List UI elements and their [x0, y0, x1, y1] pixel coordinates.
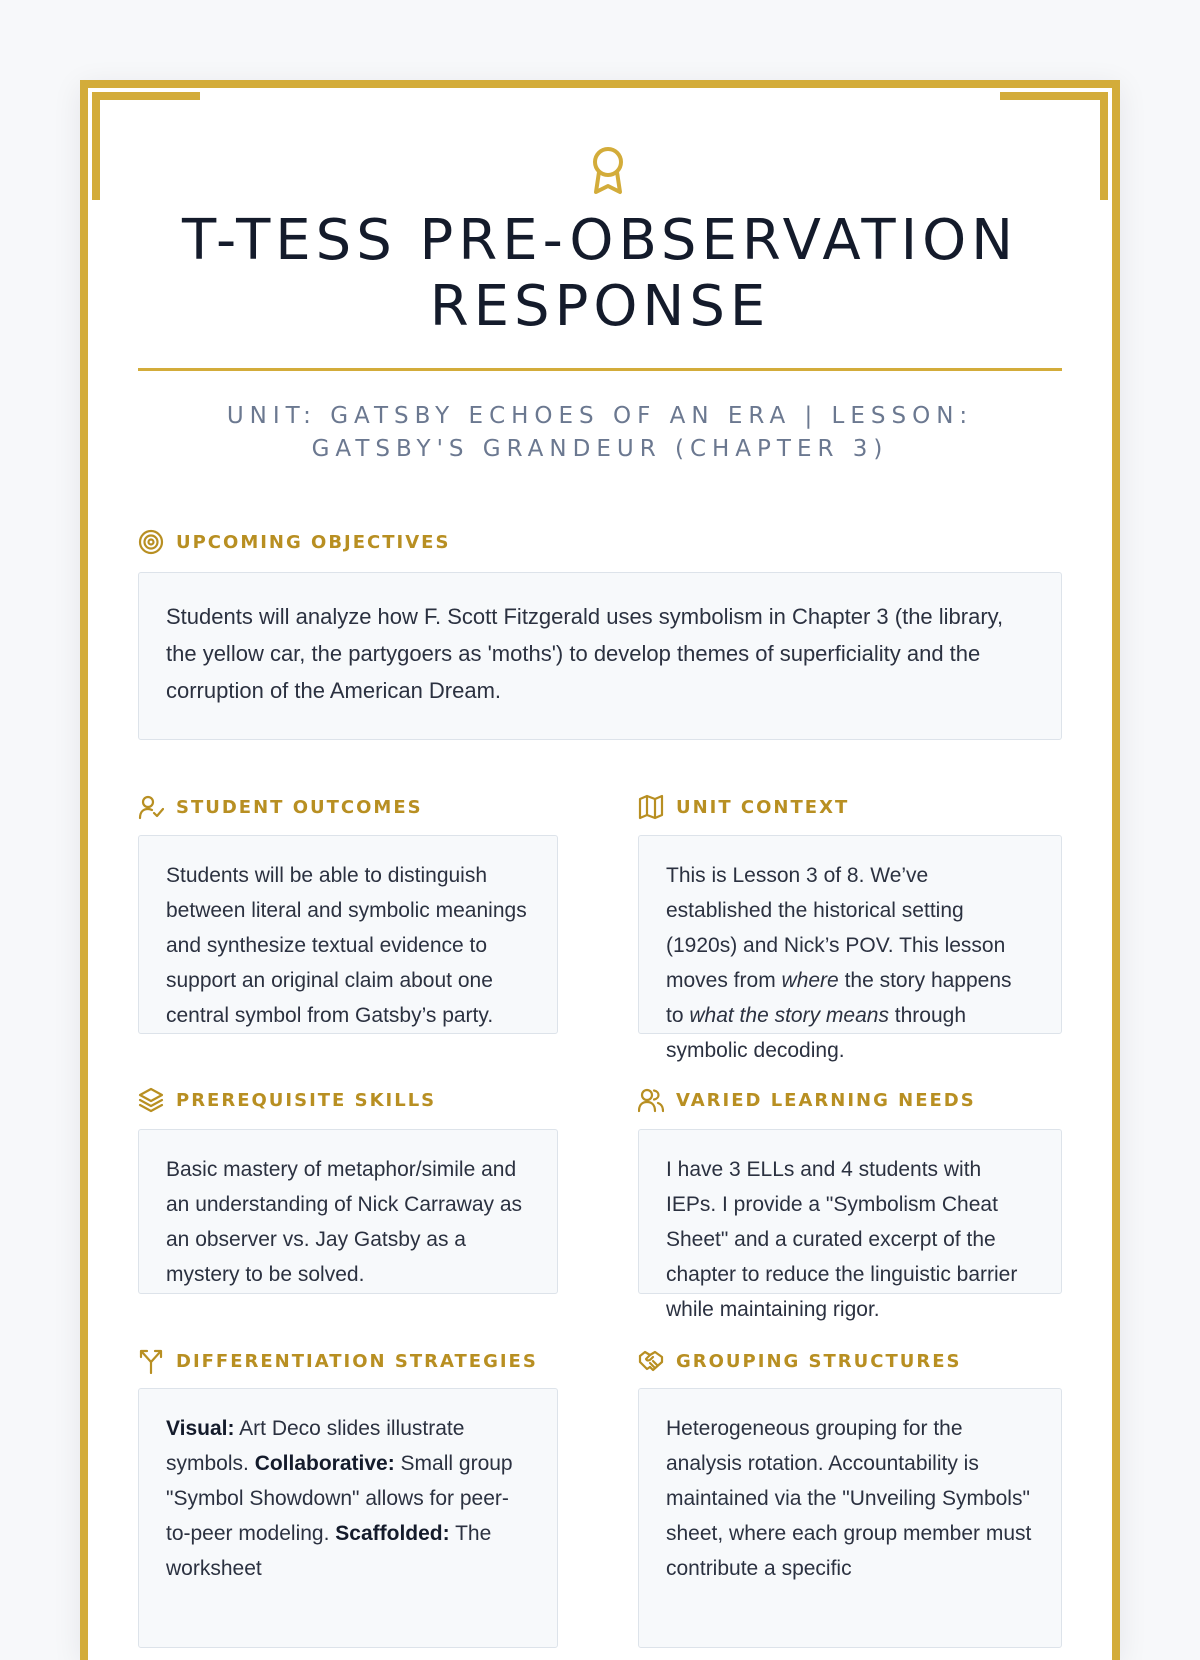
split-icon — [138, 1348, 164, 1374]
section-label-prerequisites: PREREQUISITE SKILLS — [176, 1089, 437, 1111]
observation-card — [80, 80, 1120, 1660]
outcomes-text: Students will be able to distinguish between literal and symbolic meanings and synthesize textual evidence to support an original claim about one central symbol from Gatsby’s party. — [166, 864, 527, 1027]
section-heading-learning-needs — [638, 1087, 976, 1113]
handshake-icon — [638, 1348, 664, 1374]
section-label-learning-needs: VARIED LEARNING NEEDS — [676, 1089, 976, 1111]
learning-needs-box — [638, 1129, 1062, 1321]
corner-ornament-left — [92, 92, 200, 200]
section-label-grouping: GROUPING STRUCTURES — [676, 1350, 962, 1372]
section-label-context: UNIT CONTEXT — [676, 796, 850, 818]
section-heading-context — [638, 794, 849, 820]
section-heading-prerequisites — [138, 1087, 436, 1113]
context-text-1: This is Lesson 3 of 8. We’ve established the historical setting (1920s) and Nick’s POV. This lesson moves from — [666, 864, 1006, 992]
section-heading-outcomes — [138, 794, 423, 820]
page-title: T-TESS PRE-OBSERVATION RESPONSE — [181, 208, 1019, 339]
context-box — [638, 835, 1062, 1062]
section-heading-differentiation — [138, 1348, 538, 1374]
context-text-3: through symbolic decoding. — [666, 1004, 967, 1062]
section-label-objectives: UPCOMING OBJECTIVES — [176, 531, 451, 553]
visual-strategy-label: Visual: — [166, 1417, 235, 1440]
prerequisites-text: Basic mastery of metaphor/simile and an understanding of Nick Carraway as an observer vs. Jay Gatsby as a mystery to be solved. — [166, 1158, 523, 1286]
lesson-subtitle: UNIT: GATSBY ECHOES OF AN ERA | LESSON: GATSBY'S GRANDEUR (CHAPTER 3) — [226, 403, 974, 462]
section-label-outcomes: STUDENT OUTCOMES — [176, 796, 423, 818]
corner-ornament-right — [1000, 92, 1108, 200]
user-check-icon — [138, 794, 164, 820]
context-emphasis-1: where — [781, 969, 839, 992]
context-emphasis-2: what the story means — [689, 1004, 889, 1027]
section-label-differentiation: DIFFERENTIATION STRATEGIES — [176, 1350, 538, 1372]
outcomes-box — [138, 835, 558, 1034]
prerequisites-box — [138, 1129, 558, 1294]
collaborative-strategy-text: Small group "Symbol Showdown" allows for peer-to-peer modeling. — [166, 1452, 513, 1545]
target-icon — [138, 529, 164, 555]
grouping-box — [638, 1388, 1062, 1648]
award-icon — [588, 144, 628, 196]
section-heading-grouping — [638, 1348, 962, 1374]
objectives-box — [138, 572, 1062, 740]
title-divider — [138, 368, 1062, 371]
context-text-2: the story happens to — [666, 969, 1012, 1027]
objectives-text: Students will analyze how F. Scott Fitzgerald uses symbolism in Chapter 3 (the library, the yellow car, the partygoers as 'moths') to develop themes of superficiality and the corruption of the American Dream. — [166, 604, 1004, 703]
collaborative-strategy-label: Collaborative: — [254, 1452, 395, 1475]
layers-icon — [138, 1087, 164, 1113]
scaffolded-strategy-label: Scaffolded: — [335, 1522, 450, 1545]
section-heading-objectives — [138, 529, 450, 555]
scaffolded-strategy-text: The worksheet — [166, 1522, 492, 1580]
users-icon — [638, 1087, 664, 1113]
map-icon — [638, 794, 664, 820]
visual-strategy-text: Art Deco slides illustrate symbols. — [166, 1417, 465, 1475]
learning-needs-text: I have 3 ELLs and 4 students with IEPs. I provide a "Symbolism Cheat Sheet" and a curated excerpt of the chapter to reduce the linguistic barrier while maintaining rigor. — [666, 1158, 1018, 1321]
grouping-text: Heterogeneous grouping for the analysis rotation. Accountability is maintained via the "Unveiling Symbols" sheet, where each group member must contribute a specific — [666, 1417, 1032, 1580]
differentiation-box — [138, 1388, 558, 1648]
